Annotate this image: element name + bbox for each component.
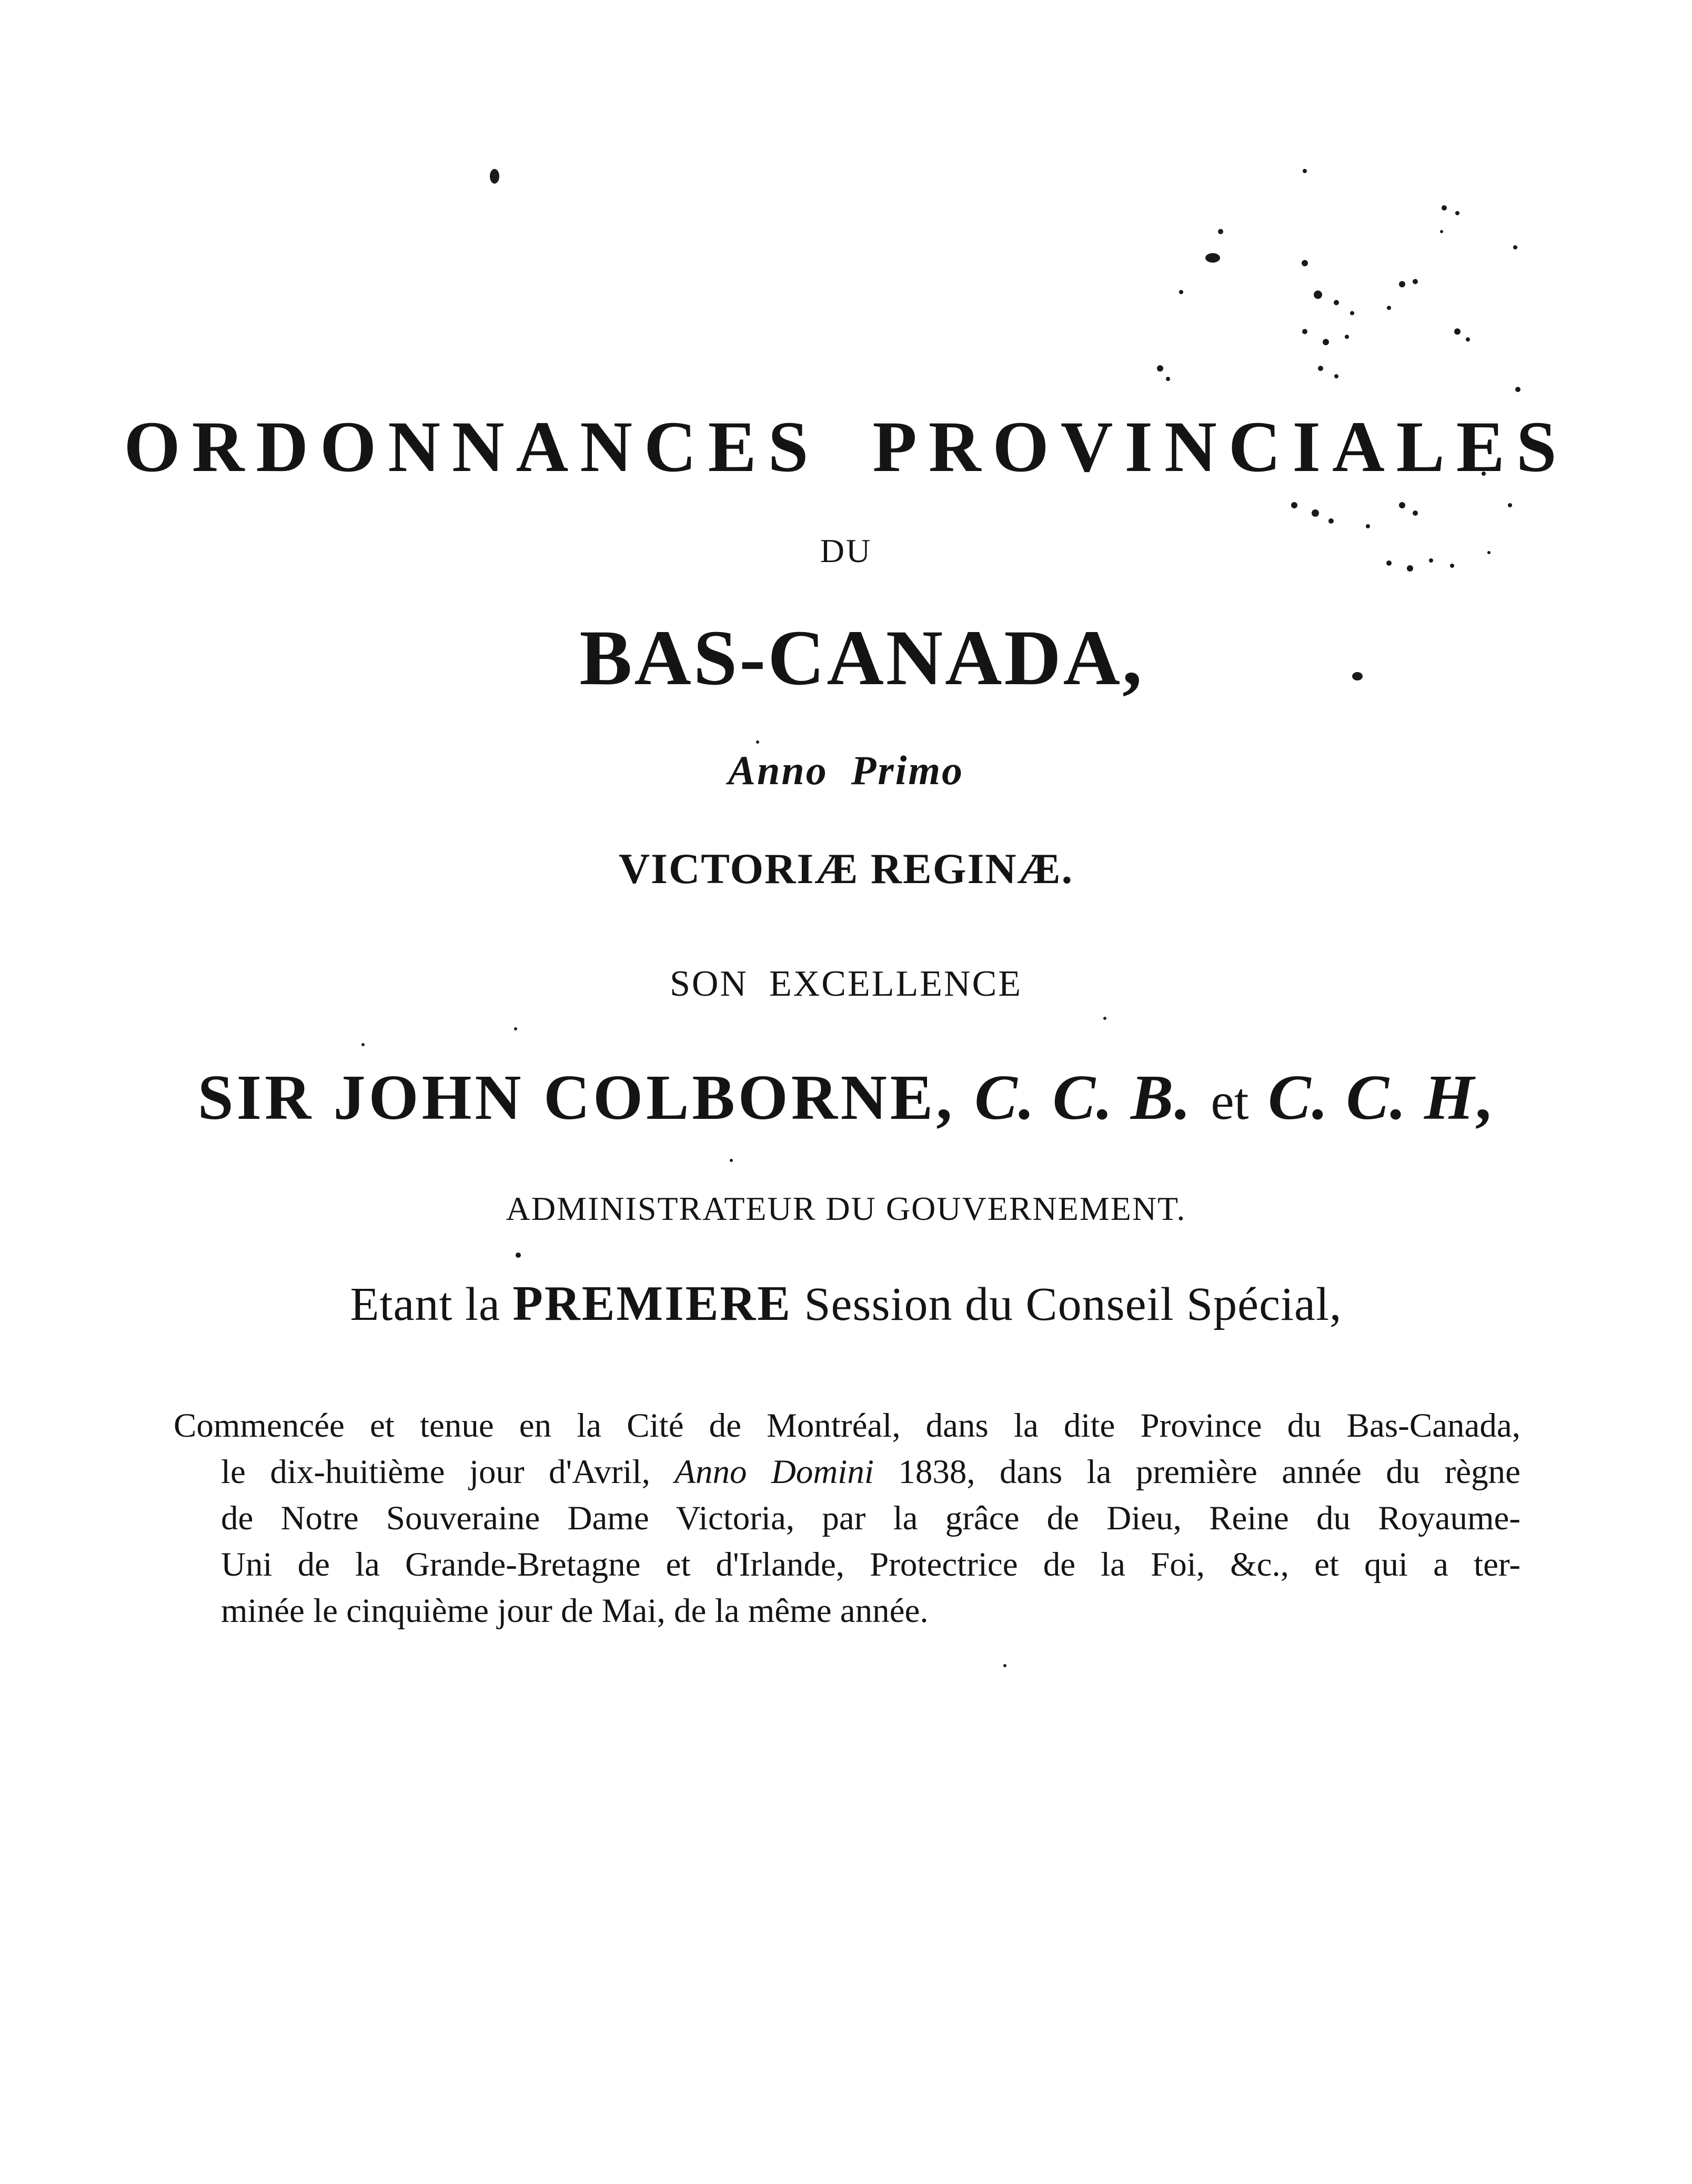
heading-bas-canada: BAS-CANADA, (579, 614, 1144, 702)
anno-domini: Anno Domini (674, 1453, 874, 1491)
paragraph-line-4: Uni de la Grande-Bretagne et d'Irlande, Protectrice de la Foi, &c., et qui a ter- (221, 1546, 1520, 1584)
heading-word-provinciales: PROVINCIALES (872, 406, 1568, 487)
son-excellence (0, 966, 1692, 1003)
heading-ordonnances-provinciales (0, 406, 1692, 487)
paragraph-line-1: Commencée et tenue en la Cité de Montréal, dans la dite Province du Bas-Canada, (174, 1407, 1520, 1445)
governor-honour-cch: C. C. H (1268, 1062, 1475, 1133)
victoriae-reginae: VICTORIÆ REGINÆ. (618, 845, 1074, 893)
anno-word: Anno (728, 747, 828, 793)
session-description-paragraph (174, 1402, 1520, 1634)
paragraph-line-2-start: le dix-huitième jour d'Avril, (221, 1453, 650, 1491)
administrateur-line: ADMINISTRATEUR DU GOUVERNEMENT. (506, 1190, 1186, 1227)
excellence-word: EXCELLENCE (769, 964, 1023, 1004)
connector-du: DU (820, 532, 872, 569)
paragraph-line-3: de Notre Souveraine Dame Victoria, par la grâce de Dieu, Reine du Royaume- (221, 1499, 1520, 1537)
governor-trailing-comma: , (1475, 1062, 1495, 1133)
session-line (0, 1276, 1692, 1331)
governor-honour-ccb: C. C. B. (974, 1062, 1192, 1133)
governor-name: SIR JOHN COLBORNE, (197, 1062, 955, 1133)
session-before: Etant la (350, 1278, 500, 1330)
governor-name-line (0, 1062, 1692, 1133)
primo-word: Primo (851, 747, 964, 793)
paragraph-line-2-end: 1838, dans la première année du règne (898, 1453, 1520, 1491)
son-word: SON (669, 964, 748, 1004)
anno-primo (0, 747, 1692, 793)
heading-word-ordonnances: ORDONNANCES (124, 406, 820, 487)
paragraph-line-5: minée le cinquième jour de Mai, de la même année. (221, 1592, 929, 1630)
paragraph-line-2 (221, 1449, 1520, 1495)
session-premiere: PREMIERE (512, 1276, 792, 1331)
governor-conjunction: et (1211, 1072, 1249, 1130)
session-after: Session du Conseil Spécial, (804, 1278, 1342, 1330)
